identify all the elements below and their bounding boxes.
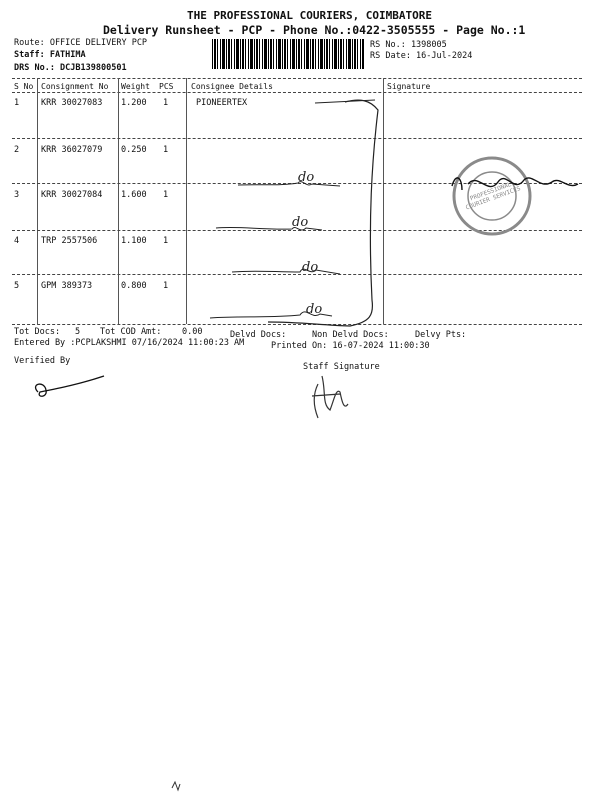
row-consignee: PIONEERTEX bbox=[196, 98, 248, 108]
row-weight: 1.200 bbox=[121, 98, 147, 108]
delvd-docs-label: Delvd Docs: bbox=[230, 330, 287, 340]
ditto-mark: do bbox=[292, 215, 309, 230]
row-pcs: 1 bbox=[163, 98, 169, 108]
rs-date: RS Date: 16-Jul-2024 bbox=[370, 51, 473, 61]
col-signature: Signature bbox=[387, 82, 431, 91]
ditto-mark: do bbox=[302, 260, 319, 275]
staff-signature-stroke bbox=[312, 376, 348, 418]
ditto-stroke bbox=[232, 269, 340, 274]
tot-docs-label: Tot Docs: bbox=[14, 327, 61, 337]
row-pcs: 1 bbox=[163, 236, 169, 246]
row-sno: 5 bbox=[14, 281, 20, 291]
row-consignment: KRR 30027084 bbox=[41, 190, 103, 200]
verified-by-label: Verified By bbox=[14, 356, 71, 366]
bottom-mark bbox=[172, 782, 180, 790]
row-weight: 0.250 bbox=[121, 145, 147, 155]
tot-docs-value: 5 bbox=[75, 327, 81, 337]
row-sno: 1 bbox=[14, 98, 20, 108]
row-consignment: KRR 30027083 bbox=[41, 98, 103, 108]
ditto-mark: do bbox=[306, 302, 323, 317]
row-pcs: 1 bbox=[163, 190, 169, 200]
row-consignment: GPM 389373 bbox=[41, 281, 93, 291]
company-name: THE PROFESSIONAL COURIERS, COIMBATORE bbox=[187, 9, 433, 22]
col-consignment: Consignment No bbox=[41, 82, 109, 91]
stamp-text: PROFESSIONAL COURIER SERVICES bbox=[464, 181, 522, 212]
col-pcs: PCS bbox=[159, 82, 174, 91]
rs-number: RS No.: 1398005 bbox=[370, 40, 447, 50]
row-pcs: 1 bbox=[163, 145, 169, 155]
bracket-stroke bbox=[268, 100, 378, 326]
row-sno: 3 bbox=[14, 190, 20, 200]
printed-on: Printed On: 16-07-2024 11:00:30 bbox=[271, 341, 430, 351]
col-weight: Weight bbox=[121, 82, 150, 91]
col-sno: S No bbox=[14, 82, 34, 91]
runsheet-title: Delivery Runsheet - PCP - Phone No.:0422-3505555 - Page No.:1 bbox=[103, 23, 526, 37]
row-weight: 1.100 bbox=[121, 236, 147, 246]
verified-signature-stroke bbox=[36, 376, 104, 396]
delvy-pts-label: Delvy Pts: bbox=[415, 330, 467, 340]
ditto-stroke bbox=[238, 182, 340, 186]
staff-label: Staff: FATHIMA bbox=[14, 50, 86, 60]
route-label: Route: OFFICE DELIVERY PCP bbox=[14, 38, 148, 48]
row-weight: 0.800 bbox=[121, 281, 147, 291]
non-delvd-docs-label: Non Delvd Docs: bbox=[312, 330, 389, 340]
row-sno: 2 bbox=[14, 145, 20, 155]
row-sno: 4 bbox=[14, 236, 20, 246]
row-pcs: 1 bbox=[163, 281, 169, 291]
tot-cod-value: 0.00 bbox=[182, 327, 203, 337]
tot-cod-label: Tot COD Amt: bbox=[100, 327, 162, 337]
entered-by: Entered By :PCPLAKSHMI 07/16/2024 11:00:23 AM bbox=[14, 338, 245, 348]
row-consignment: KRR 36027079 bbox=[41, 145, 103, 155]
row-weight: 1.600 bbox=[121, 190, 147, 200]
staff-signature-label: Staff Signature bbox=[303, 362, 380, 372]
col-consignee: Consignee Details bbox=[191, 82, 273, 91]
ditto-mark: do bbox=[298, 170, 315, 185]
row-consignment: TRP 2557506 bbox=[41, 236, 98, 246]
drs-number: DRS No.: DCJB139800501 bbox=[14, 63, 127, 73]
